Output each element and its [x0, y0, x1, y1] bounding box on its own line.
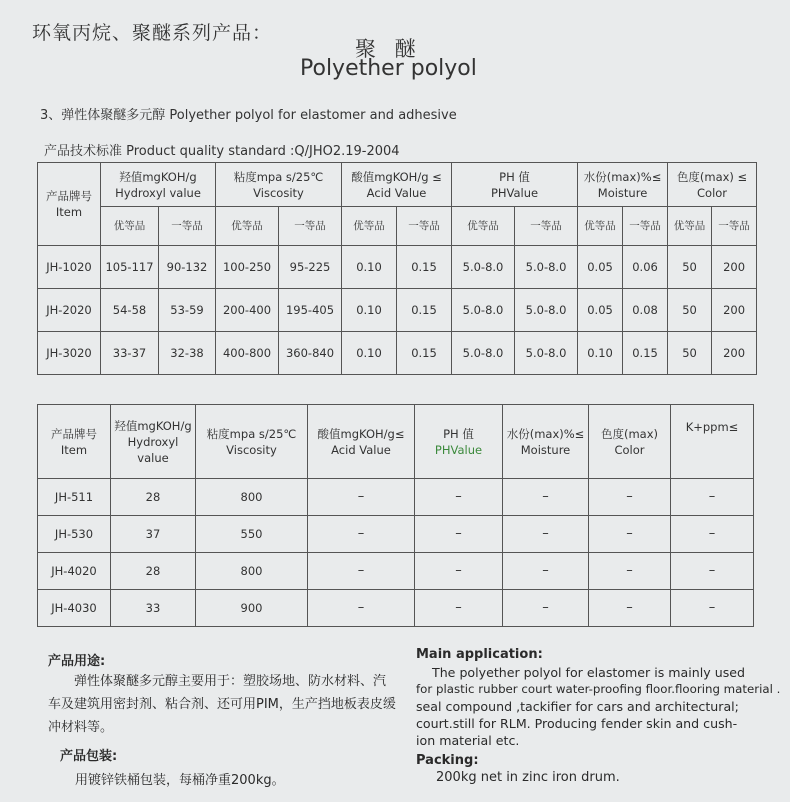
value-cell: –: [671, 479, 754, 516]
grade-superior: 优等品: [342, 207, 397, 246]
grade-superior: 优等品: [578, 207, 623, 246]
value-cell: 5.0-8.0: [515, 246, 578, 289]
value-cell: 5.0-8.0: [452, 332, 515, 375]
header-viscosity: 粘度mpa s/25℃ Viscosity: [196, 405, 308, 479]
table-row: [38, 516, 754, 553]
value-cell: –: [415, 553, 503, 590]
value-cell: –: [308, 590, 415, 627]
value-cell: –: [308, 516, 415, 553]
packing-text-cn: 用镀锌铁桶包装，每桶净重200kg。: [75, 773, 285, 788]
value-cell: 50: [668, 246, 712, 289]
value-cell: 50: [668, 332, 712, 375]
value-cell: 900: [196, 590, 308, 627]
quality-standard: 产品技术标准 Product quality standard :Q/JHO2.19-2004: [44, 144, 400, 159]
value-cell: 0.05: [578, 289, 623, 332]
value-cell: –: [503, 590, 589, 627]
value-cell: 90-132: [159, 246, 216, 289]
value-cell: –: [308, 479, 415, 516]
value-cell: 54-58: [101, 289, 159, 332]
grade-first: 一等品: [159, 207, 216, 246]
value-cell: 5.0-8.0: [452, 289, 515, 332]
value-cell: 195-405: [279, 289, 342, 332]
value-cell: 32-38: [159, 332, 216, 375]
packing-text-en: 200kg net in zinc iron drum.: [436, 770, 620, 785]
value-cell: 5.0-8.0: [515, 332, 578, 375]
value-cell: 0.15: [397, 332, 452, 375]
value-cell: 28: [111, 553, 196, 590]
header-moisture: 水份(max)%≤ Moisture: [578, 163, 668, 207]
table-row: [38, 332, 757, 375]
value-cell: 33-37: [101, 332, 159, 375]
usage-line-en: court.still for RLM. Producing fender skin and cush-: [416, 716, 738, 731]
spec-table-2: [37, 404, 754, 627]
packing-title-cn: 产品包装:: [60, 749, 118, 764]
value-cell: 0.15: [623, 332, 668, 375]
value-cell: 200: [712, 246, 757, 289]
value-cell: 105-117: [101, 246, 159, 289]
usage-title-cn: 产品用途:: [48, 654, 106, 669]
value-cell: –: [589, 479, 671, 516]
grade-first: 一等品: [712, 207, 757, 246]
product-title-cn: 聚 醚: [355, 37, 422, 61]
value-cell: 95-225: [279, 246, 342, 289]
value-cell: –: [589, 553, 671, 590]
value-cell: –: [503, 479, 589, 516]
usage-title-en: Main application:: [416, 647, 543, 662]
usage-text-en: [416, 664, 786, 749]
value-cell: 200: [712, 289, 757, 332]
value-cell: 28: [111, 479, 196, 516]
value-cell: 550: [196, 516, 308, 553]
usage-text-cn: [48, 670, 398, 739]
value-cell: –: [671, 590, 754, 627]
value-cell: 200-400: [216, 289, 279, 332]
grade-superior: 优等品: [452, 207, 515, 246]
usage-paragraph-cn: 弹性体聚醚多元醇主要用于：塑胶场地、防水材料、汽车及建筑用密封剂、粘合剂、还可用PIM，生产挡地板表皮缓冲材料等。: [48, 674, 396, 735]
value-cell: 0.10: [342, 246, 397, 289]
value-cell: 0.10: [578, 332, 623, 375]
table-row: [38, 289, 757, 332]
header-viscosity: 粘度mpa s/25℃ Viscosity: [216, 163, 342, 207]
grade-first: 一等品: [515, 207, 578, 246]
item-cell: JH-4030: [38, 590, 111, 627]
value-cell: –: [671, 553, 754, 590]
value-cell: 0.10: [342, 289, 397, 332]
value-cell: 800: [196, 479, 308, 516]
header-item: 产品牌号 Item: [38, 405, 111, 479]
value-cell: 37: [111, 516, 196, 553]
item-cell: JH-2020: [38, 289, 101, 332]
header-color: 色度(max) ≤ Color: [668, 163, 757, 207]
item-cell: JH-3020: [38, 332, 101, 375]
series-title: 环氧丙烷、聚醚系列产品：: [32, 22, 273, 44]
header-color: 色度(max) Color: [589, 405, 671, 479]
section-title: 3、弹性体聚醚多元醇 Polyether polyol for elastomer and adhesive: [40, 108, 457, 123]
item-cell: JH-511: [38, 479, 111, 516]
header-ph: PH 值 PHValue: [415, 405, 503, 479]
value-cell: 200: [712, 332, 757, 375]
value-cell: 50: [668, 289, 712, 332]
value-cell: 800: [196, 553, 308, 590]
header-moisture: 水份(max)%≤ Moisture: [503, 405, 589, 479]
grade-superior: 优等品: [216, 207, 279, 246]
spec-table-1: [37, 162, 757, 375]
grade-superior: 优等品: [668, 207, 712, 246]
header-ph: PH 值 PHValue: [452, 163, 578, 207]
header-hydroxyl: 羟值mgKOH/g Hydroxyl value: [101, 163, 216, 207]
value-cell: 0.15: [397, 289, 452, 332]
packing-title-en: Packing:: [416, 753, 479, 768]
usage-line-en: ion material etc.: [416, 733, 520, 748]
header-acid: 酸值mgKOH/g ≤ Acid Value: [342, 163, 452, 207]
grade-first: 一等品: [279, 207, 342, 246]
value-cell: –: [503, 516, 589, 553]
header-acid: 酸值mgKOH/g≤ Acid Value: [308, 405, 415, 479]
header-potassium: K+ppm≤: [671, 405, 754, 479]
value-cell: 0.10: [342, 332, 397, 375]
usage-line-en: for plastic rubber court water-proofing floor.flooring material .: [416, 682, 781, 696]
grade-superior: 优等品: [101, 207, 159, 246]
grade-first: 一等品: [397, 207, 452, 246]
table-row: [38, 479, 754, 516]
usage-line-en: The polyether polyol for elastomer is mainly used: [416, 665, 745, 680]
header-hydroxyl: 羟值mgKOH/g Hydroxyl value: [111, 405, 196, 479]
value-cell: 0.15: [397, 246, 452, 289]
value-cell: –: [671, 516, 754, 553]
table-row: [38, 553, 754, 590]
value-cell: –: [589, 516, 671, 553]
value-cell: –: [415, 479, 503, 516]
value-cell: 5.0-8.0: [452, 246, 515, 289]
value-cell: 0.06: [623, 246, 668, 289]
value-cell: –: [308, 553, 415, 590]
value-cell: 33: [111, 590, 196, 627]
value-cell: –: [503, 553, 589, 590]
product-title-en: Polyether polyol: [300, 56, 477, 81]
value-cell: 0.08: [623, 289, 668, 332]
value-cell: 360-840: [279, 332, 342, 375]
value-cell: 400-800: [216, 332, 279, 375]
value-cell: 100-250: [216, 246, 279, 289]
item-cell: JH-1020: [38, 246, 101, 289]
usage-line-en: seal compound ,tackifier for cars and architectural;: [416, 699, 739, 714]
header-item: 产品牌号 Item: [38, 163, 101, 246]
value-cell: 53-59: [159, 289, 216, 332]
grade-first: 一等品: [623, 207, 668, 246]
value-cell: 5.0-8.0: [515, 289, 578, 332]
value-cell: 0.05: [578, 246, 623, 289]
value-cell: –: [415, 516, 503, 553]
item-cell: JH-530: [38, 516, 111, 553]
table-row: [38, 590, 754, 627]
value-cell: –: [415, 590, 503, 627]
item-cell: JH-4020: [38, 553, 111, 590]
table-row: [38, 246, 757, 289]
value-cell: –: [589, 590, 671, 627]
